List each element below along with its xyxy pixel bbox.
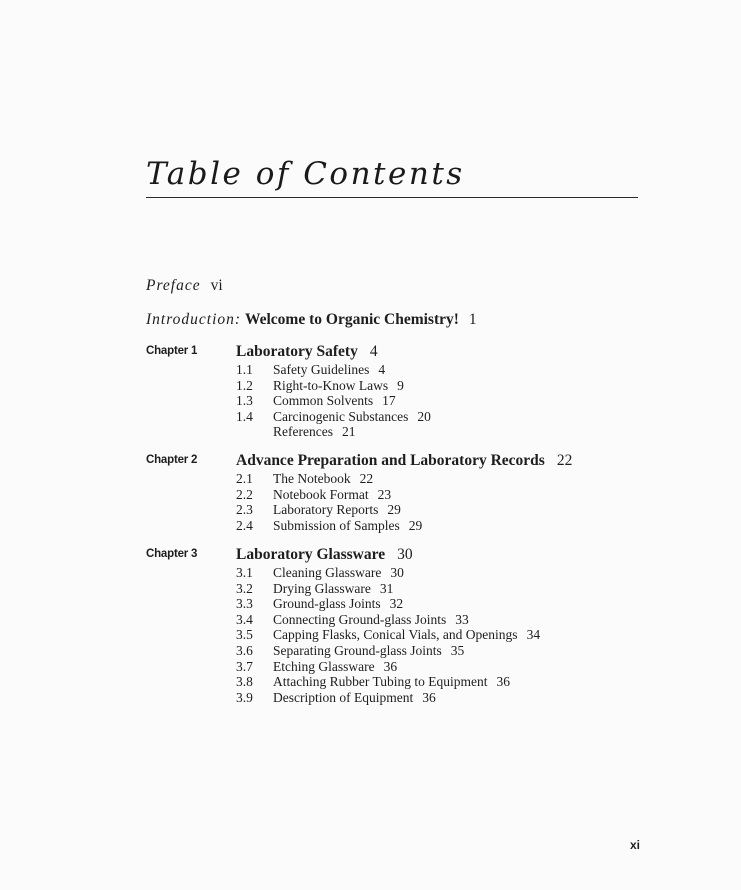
section-number: 3.5 [236, 627, 253, 643]
section-number: 2.3 [236, 502, 253, 518]
section-title: Attaching Rubber Tubing to Equipment [273, 674, 488, 690]
chapter-page: 22 [556, 452, 573, 469]
section-page: 33 [455, 611, 469, 627]
section-row [236, 565, 540, 581]
section-title: Carcinogenic Substances [273, 408, 409, 424]
section-title: References [273, 424, 333, 440]
section-row [236, 502, 422, 518]
section-number: 2.2 [236, 486, 253, 502]
chapter-title-text: Laboratory Safety [236, 343, 358, 360]
section-page: 29 [387, 502, 401, 518]
chapter-label: Chapter 1 [146, 345, 198, 357]
section-row [236, 674, 540, 690]
section-page: 35 [450, 642, 465, 658]
preface-page: vi [210, 277, 223, 294]
introduction-label: Introduction: [146, 311, 242, 328]
section-page: 36 [422, 689, 436, 705]
section-number: 3.9 [236, 689, 253, 705]
section-page: 20 [417, 408, 431, 424]
section-page: 31 [379, 580, 394, 596]
section-number: 3.8 [236, 674, 253, 690]
section-title: Drying Glassware [273, 580, 371, 596]
preface-entry [146, 276, 223, 296]
section-title: Submission of Samples [273, 517, 400, 533]
section-list [236, 471, 422, 533]
section-title: Ground-glass Joints [273, 596, 381, 612]
section-number [236, 424, 273, 440]
section-list [236, 565, 540, 705]
section-row [236, 690, 540, 706]
chapter-title [236, 545, 413, 565]
chapter-page: 30 [397, 546, 413, 563]
section-page: 36 [383, 658, 398, 674]
chapter-title-text: Laboratory Glassware [236, 546, 386, 563]
title-rule [146, 197, 638, 198]
section-number: 3.1 [236, 565, 253, 580]
section-page: 36 [496, 674, 510, 690]
section-title: Etching Glassware [273, 658, 375, 674]
section-title: Description of Equipment [273, 689, 414, 705]
section-title: Notebook Format [273, 486, 369, 502]
section-row [236, 424, 431, 440]
section-number: 3.6 [236, 642, 253, 658]
section-row [236, 378, 431, 394]
section-page: 23 [377, 486, 392, 502]
section-page: 22 [359, 471, 374, 486]
section-row [236, 487, 422, 503]
section-number: 2.4 [236, 517, 253, 533]
section-title: Capping Flasks, Conical Vials, and Openings [273, 627, 518, 643]
introduction-page: 1 [468, 311, 477, 328]
section-page: 34 [526, 627, 541, 643]
section-title: The Notebook [273, 471, 351, 486]
section-number: 3.2 [236, 580, 253, 596]
section-row [236, 409, 431, 425]
section-page: 32 [389, 596, 404, 612]
chapter-label: Chapter 2 [146, 454, 198, 466]
section-title: Laboratory Reports [273, 502, 379, 518]
section-page: 17 [382, 393, 396, 409]
section-number: 1.4 [236, 408, 253, 424]
section-number: 3.7 [236, 658, 253, 674]
section-title: Separating Ground-glass Joints [273, 642, 442, 658]
section-title: Safety Guidelines [273, 362, 370, 377]
section-number: 1.1 [236, 362, 253, 377]
page-number: xi [630, 838, 641, 852]
section-title: Right-to-Know Laws [273, 377, 389, 393]
section-row [236, 393, 431, 409]
chapter-title-text: Advance Preparation and Laboratory Records [236, 452, 545, 469]
section-page: 9 [397, 377, 404, 393]
section-row [236, 581, 540, 597]
section-row [236, 612, 540, 628]
chapter-title [236, 342, 378, 362]
section-row [236, 362, 431, 378]
section-page: 29 [408, 517, 423, 533]
page-title: Table of Contents [146, 156, 465, 192]
section-title: Connecting Ground-glass Joints [273, 611, 447, 627]
section-number: 3.3 [236, 596, 253, 612]
chapter-page: 4 [369, 343, 378, 360]
section-title: Common Solvents [273, 393, 374, 409]
section-row [236, 471, 422, 487]
section-page: 4 [378, 362, 386, 377]
section-number: 2.1 [236, 471, 253, 486]
section-number: 1.2 [236, 377, 253, 393]
introduction-entry [146, 310, 477, 330]
section-row [236, 643, 540, 659]
section-page: 30 [390, 565, 404, 580]
section-row [236, 596, 540, 612]
section-row [236, 627, 540, 643]
section-title: Cleaning Glassware [273, 565, 382, 580]
section-row [236, 659, 540, 675]
section-row [236, 518, 422, 534]
chapter-title [236, 451, 572, 471]
section-page: 21 [341, 424, 356, 440]
introduction-title: Welcome to Organic Chemistry! [244, 311, 459, 328]
preface-label: Preface [146, 277, 201, 294]
section-number: 1.3 [236, 393, 253, 409]
section-list [236, 362, 431, 440]
section-number: 3.4 [236, 611, 253, 627]
chapter-label: Chapter 3 [146, 548, 198, 560]
